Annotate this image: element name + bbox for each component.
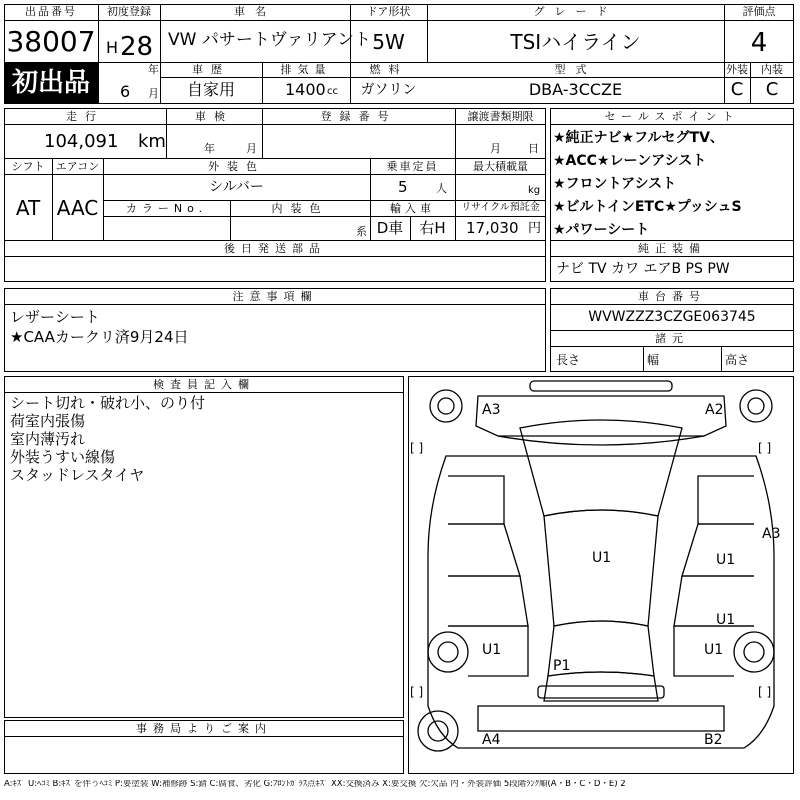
tire-bracket: [ ] bbox=[758, 441, 772, 455]
fuel: ガソリン bbox=[360, 82, 417, 98]
wheel-front-left-inner bbox=[438, 398, 454, 414]
interior-color-suffix: 系 bbox=[356, 225, 367, 238]
aircon: AAC bbox=[56, 196, 99, 220]
door-label: ドア形状 bbox=[366, 5, 411, 18]
sales-point-line: ★パワーシート bbox=[553, 222, 650, 238]
car-name-label: 車名 bbox=[234, 5, 276, 18]
equipment-list: ナビ TV カワ エアB PS PW bbox=[556, 261, 730, 277]
office-notice-label: 事務局よりご案内 bbox=[136, 722, 272, 735]
score-label: 評価点 bbox=[742, 5, 776, 18]
lot-number-label: 出品番号 bbox=[25, 5, 77, 18]
wheel-spare-left bbox=[418, 711, 458, 751]
recycle-fee-label: リサイクル預託金 bbox=[461, 202, 540, 213]
month-unit: 月 bbox=[148, 87, 159, 100]
aircon-label: エアコン bbox=[55, 160, 100, 173]
shift: AT bbox=[15, 196, 41, 220]
era: H bbox=[106, 38, 119, 57]
year-unit: 年 bbox=[148, 63, 159, 76]
wheel-rear-left-inner bbox=[438, 642, 458, 662]
model-code: DBA-3CCZE bbox=[528, 80, 623, 99]
first-registration-label: 初度登録 bbox=[107, 5, 151, 18]
sales-points-label: セールスポイント bbox=[604, 110, 740, 123]
right-rear-door bbox=[674, 576, 754, 626]
damage-mark: U1 bbox=[716, 612, 736, 628]
history: 自家用 bbox=[186, 80, 235, 99]
rear-bumper-shape bbox=[538, 686, 664, 698]
first-listing-badge: 初出品 bbox=[11, 68, 90, 98]
transfer-day-unit: 日 bbox=[528, 142, 539, 155]
interior-grade: C bbox=[765, 79, 779, 100]
damage-mark: A3 bbox=[762, 526, 781, 542]
height-label: 高さ bbox=[725, 353, 750, 367]
damage-mark: B2 bbox=[704, 732, 723, 748]
windshield-shape bbox=[520, 420, 682, 516]
chassis-label: 車台番号 bbox=[638, 290, 706, 303]
roof-shape bbox=[544, 510, 658, 626]
inspection-year-unit: 年 bbox=[204, 142, 215, 155]
wheel-front-right-inner bbox=[748, 398, 764, 414]
hood-inner bbox=[498, 436, 704, 445]
inspector-note-line: 荷室内張傷 bbox=[10, 412, 86, 430]
exterior-color-label: 外装色 bbox=[208, 160, 265, 173]
interior-label: 内装 bbox=[761, 63, 783, 76]
exterior-label: 外装 bbox=[726, 63, 748, 76]
spec-label: 諸元 bbox=[655, 332, 689, 345]
max-load-label: 最大積載量 bbox=[473, 160, 528, 173]
model-label: 型式 bbox=[554, 63, 597, 76]
car-damage-diagram bbox=[408, 376, 794, 774]
damage-mark: U1 bbox=[704, 642, 724, 658]
notes-line: ★CAAカークリ済9月24日 bbox=[10, 328, 189, 346]
sales-point-line: ★フロントアシスト bbox=[553, 176, 677, 192]
grade: TSIハイライン bbox=[510, 30, 641, 54]
score: 4 bbox=[750, 28, 768, 58]
legend: A:ｷｽﾞ U:ﾍｺﾐ B:ｷｽﾞを伴うﾍｺﾐ P:要塗装 W:補修跡 S:錆 C:腐食、劣化 G:ﾌﾛﾝﾄｶﾞﾗｽ点ｷｽﾞ XX:交換済み X:要交換 欠:欠品 内・外装評価 5段階ﾗﾝｸ順(A・B・C・D・E) 2 bbox=[4, 780, 626, 789]
sales-point-line: ★ACC★レーンアシスト bbox=[553, 153, 707, 169]
sales-point-line: ★純正ナビ★フルセグTV、 bbox=[553, 130, 724, 146]
displacement: 1400 bbox=[285, 80, 326, 99]
car-name: VW パサートヴァリアント bbox=[168, 30, 371, 50]
max-load-unit: kg bbox=[528, 185, 541, 196]
recycle-fee: 17,030 bbox=[466, 219, 519, 237]
recycle-fee-unit: 円 bbox=[528, 221, 542, 236]
right-front-fender bbox=[698, 476, 754, 524]
length-label: 長さ bbox=[556, 353, 581, 367]
inspection-month-unit: 月 bbox=[246, 142, 257, 155]
interior-color-label: 内装色 bbox=[271, 202, 329, 215]
damage-mark: U1 bbox=[592, 550, 612, 566]
registration-number-label: 登録番号 bbox=[320, 110, 397, 123]
capacity: 5 bbox=[398, 178, 408, 196]
left-front-fender bbox=[448, 476, 504, 524]
later-parts-label: 後日発送部品 bbox=[224, 242, 326, 255]
damage-mark: A3 bbox=[482, 402, 501, 418]
wheel-rear-left bbox=[428, 632, 468, 672]
notes-line: レザーシート bbox=[10, 308, 100, 326]
width-label: 幅 bbox=[647, 353, 660, 367]
displacement-unit: cc bbox=[327, 86, 338, 97]
damage-mark: A4 bbox=[482, 732, 501, 748]
fuel-label: 燃料 bbox=[369, 63, 408, 76]
tire-bracket: [ ] bbox=[410, 685, 424, 699]
tire-bracket: [ ] bbox=[758, 685, 772, 699]
right-front-door bbox=[682, 524, 754, 576]
shift-label: シフト bbox=[11, 160, 45, 173]
tire-bracket: [ ] bbox=[410, 441, 424, 455]
left-rear-door bbox=[448, 576, 528, 626]
mileage-unit: km bbox=[138, 131, 166, 152]
inspector-notes-label: 検査員記入欄 bbox=[153, 378, 255, 391]
notes-label: 注意事項欄 bbox=[232, 290, 318, 303]
front-bumper-shape bbox=[530, 381, 672, 391]
steering-position: 右H bbox=[419, 219, 446, 237]
import-dealer: D車 bbox=[376, 219, 404, 237]
damage-mark: U1 bbox=[482, 642, 502, 658]
inspection-label: 車検 bbox=[195, 110, 233, 123]
damage-mark: P1 bbox=[553, 658, 571, 674]
mileage: 104,091 bbox=[44, 131, 119, 152]
registration-month: 6 bbox=[120, 82, 131, 101]
wheel-spare-left-inner bbox=[428, 721, 448, 741]
mileage-label: 走行 bbox=[66, 110, 104, 123]
wheel-front-right bbox=[740, 390, 772, 422]
left-front-door bbox=[448, 524, 520, 576]
inspector-note-line: 外装うすい線傷 bbox=[10, 448, 116, 466]
wheel-rear-right-inner bbox=[744, 642, 764, 662]
chassis-number: WVWZZZ3CZGE063745 bbox=[588, 309, 756, 325]
rear-outline bbox=[478, 706, 724, 731]
exterior-color: シルバー bbox=[209, 179, 264, 195]
history-label: 車歴 bbox=[192, 63, 230, 76]
front-outline bbox=[476, 396, 726, 436]
exterior-grade: C bbox=[730, 79, 744, 100]
displacement-label: 排気量 bbox=[280, 63, 332, 76]
inspector-note-line: 室内薄汚れ bbox=[10, 430, 86, 448]
inspector-note-line: スタッドレスタイヤ bbox=[10, 466, 145, 484]
wheel-front-left bbox=[430, 390, 462, 422]
body-outline bbox=[428, 456, 774, 748]
color-number-label: カラーNo. bbox=[125, 202, 208, 215]
grade-label: グレード bbox=[533, 5, 618, 18]
capacity-label: 乗車定員 bbox=[386, 160, 439, 173]
registration-year: 28 bbox=[120, 32, 154, 62]
door-type: 5W bbox=[372, 30, 405, 54]
equipment-label: 純正装備 bbox=[638, 242, 706, 255]
inspector-note-line: シート切れ・破れ小、のり付 bbox=[10, 394, 206, 412]
transfer-deadline-label: 譲渡書類期限 bbox=[467, 110, 534, 123]
import-label: 輸入車 bbox=[390, 202, 435, 215]
transfer-month-unit: 月 bbox=[490, 142, 501, 155]
capacity-unit: 人 bbox=[436, 182, 447, 195]
sales-point-line: ★ビルトインETC★プッシュS bbox=[553, 199, 742, 215]
damage-mark: A2 bbox=[705, 402, 724, 418]
lot-number: 38007 bbox=[6, 25, 96, 58]
wheel-rear-right bbox=[734, 632, 774, 672]
damage-mark: U1 bbox=[716, 552, 736, 568]
